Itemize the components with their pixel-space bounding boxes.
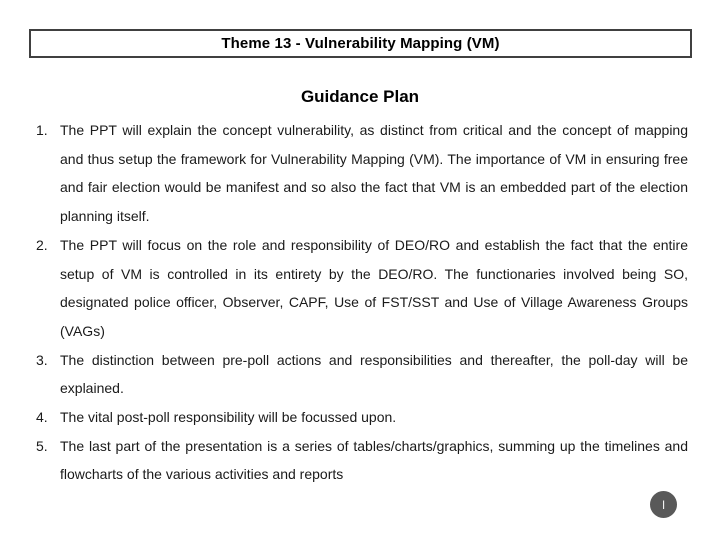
list-item-number: 2. bbox=[36, 236, 48, 253]
slide-title-box bbox=[29, 29, 692, 58]
list-item bbox=[36, 116, 688, 231]
list-item bbox=[36, 432, 688, 489]
list-item-text: The last part of the presentation is a series of tables/charts/graphics, summing up the timelines and flowcharts of the various activities and reports bbox=[60, 437, 688, 483]
list-item bbox=[36, 346, 688, 403]
guidance-plan-heading: Guidance Plan bbox=[300, 87, 420, 106]
list-item-number: 1. bbox=[36, 122, 48, 138]
list-item bbox=[36, 403, 688, 432]
list-item-text: The distinction between pre-poll actions and responsibilities and thereafter, the poll-day will be explained. bbox=[60, 351, 688, 397]
list-item-number: 3. bbox=[36, 351, 48, 368]
list-item-text: The vital post-poll responsibility will be focussed upon. bbox=[60, 409, 397, 426]
list-item-number: 4. bbox=[36, 409, 48, 426]
slide-number: I bbox=[661, 497, 666, 512]
list-item-number: 5. bbox=[36, 437, 48, 454]
list-item bbox=[36, 231, 688, 346]
slide-title: Theme 13 - Vulnerability Mapping (VM) bbox=[221, 35, 500, 52]
list-item-text: The PPT will focus on the role and responsibility of DEO/RO and establish the fact that the entire setup of VM is controlled in its entirety by the DEO/RO. The functionaries involved being SO, designated police officer, Observer, CAPF, Use of FST/SST and Use of Village Awareness Groups (VAGs) bbox=[60, 236, 688, 339]
list-item-text: The PPT will explain the concept vulnerability, as distinct from critical and the concept of mapping and thus setup the framework for Vulnerability Mapping (VM). The importance of VM in ensuring free and fair election would be manifest and so also the fact that VM is an embedded part of the election planning itself. bbox=[60, 122, 688, 225]
guidance-list bbox=[36, 116, 688, 489]
slide-number-badge bbox=[650, 491, 677, 518]
